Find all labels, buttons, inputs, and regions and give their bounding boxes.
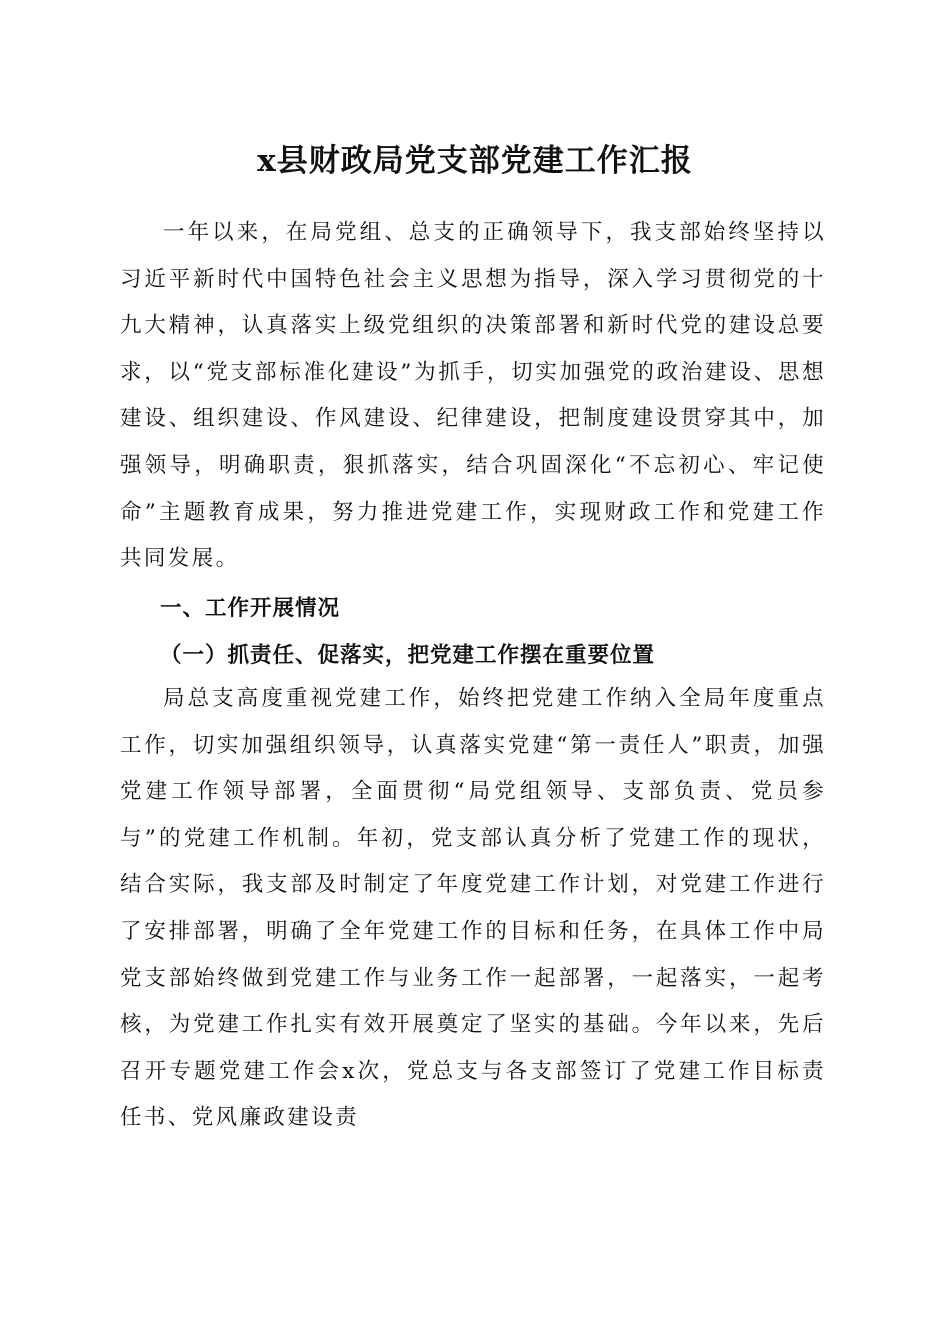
body-paragraph: 局总支高度重视党建工作，始终把党建工作纳入全局年度重点工作，切实加强组织领导，认真落实党建“第一责任人”职责，加强党建工作领导部署，全面贯彻“局党组领导、支部负责、党员参与”的党建工作机制。年初，党支部认真分析了党建工作的现状，结合实际，我支部及时制定了年度党建工作计划，对党建工作进行了安排部署，明确了全年党建工作的目标和任务，在具体工作中局党支部始终做到党建工作与业务工作一起部署，一起落实，一起考核，为党建工作扎实有效开展奠定了坚实的基础。今年以来，先后召开专题党建工作会x次，党总支与各支部签订了党建工作目标责任书、党风廉政建设责 bbox=[120, 686, 826, 1131]
body-section bbox=[120, 676, 826, 1142]
intro-section bbox=[120, 210, 826, 583]
section-heading: 一、工作开展情况 bbox=[160, 596, 341, 621]
document-title: x县财政局党支部党建工作汇报 bbox=[257, 143, 693, 179]
subsection-heading: （一）抓责任、促落实，把党建工作摆在重要位置 bbox=[160, 643, 656, 668]
intro-paragraph: 一年以来，在局党组、总支的正确领导下，我支部始终坚持以习近平新时代中国特色社会主义思想为指导，深入学习贯彻党的十九大精神，认真落实上级党组织的决策部署和新时代党的建设总要求，以“党支部标准化建设”为抓手，切实加强党的政治建设、思想建设、组织建设、作风建设、纪律建设，把制度建设贯穿其中，加强领导，明确职责，狠抓落实，结合巩固深化“不忘初心、牢记使命”主题教育成果，努力推进党建工作，实现财政工作和党建工作共同发展。 bbox=[120, 220, 826, 572]
